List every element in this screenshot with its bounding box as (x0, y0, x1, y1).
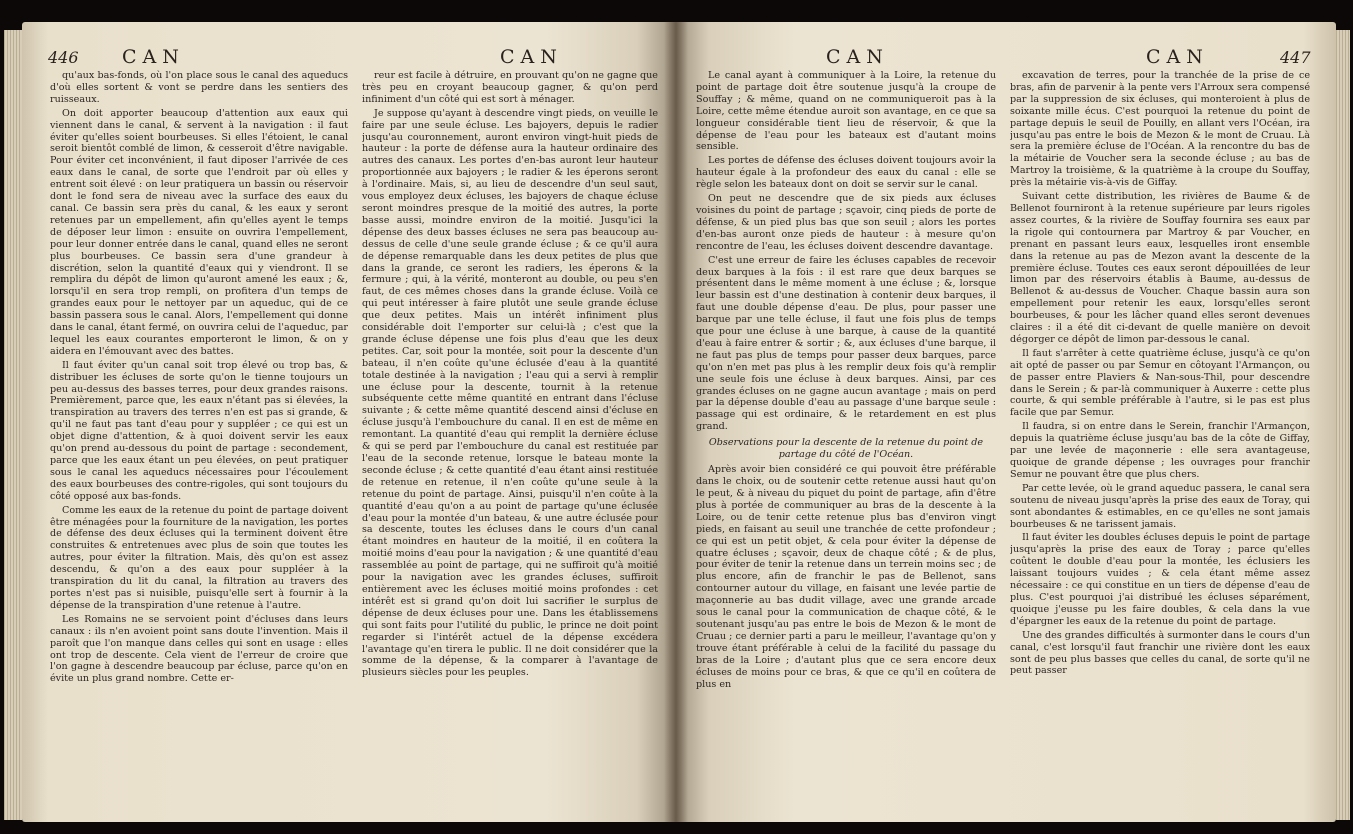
left-page-column-1 (50, 70, 348, 815)
page-number-right: 447 (1280, 48, 1311, 67)
page-stack-right (1336, 30, 1350, 820)
section-heading: Observations pour la descente de la retenue du point de partage du côté de l'Océan. (708, 437, 984, 460)
paragraph: Il faut éviter qu'un canal soit trop élevé ou trop bas, & distribuer les écluses de sorte qu'on le tienne toujours un peu au-dessus des basses terres, pour deux grandes raisons. Premièrement, parce que, les eaux n'étant pas si élevées, la transpiration au travers des terres n'en est pas si grande, & qu'il ne faut pas tant d'eau pour y suppléer ; ce qui est un objet digne d'attention, & à quoi doivent servir les eaux qu'on prend au-dessous du point de partage : secondement, parce que les eaux étant un peu élevées, on peut pratiquer sous le canal les aqueducs nécessaires pour l'écoulement des eaux bourbeuses des contre-rigoles, qui sont toujours du côté opposé aux bas-fonds. (50, 359, 348, 502)
paragraph: Il faudra, si on entre dans le Serein, franchir l'Armançon, depuis la quatrième écluse jusqu'au bas de la côte de Giffay, par une levée de maçonnerie : elle sera avantageuse, quoique de grande dépense ; les ouvrages pour franchir Semur ne pouvant être que plus chers. (1010, 421, 1310, 480)
running-head-left-col2: CAN (500, 46, 563, 68)
paragraph: Les portes de défense des écluses doivent toujours avoir la hauteur égale à la profondeur des eaux du canal : elle se règle selon les bateaux dont on doit se servir sur le canal. (696, 155, 996, 191)
right-page-column-2 (1010, 70, 1310, 815)
book-gutter (664, 22, 688, 822)
paragraph: Il faut s'arrêter à cette quatrième écluse, jusqu'à ce qu'on ait opté de passer ou par Semur en côtoyant l'Armançon, ou de passer entre Plaviers & Nan-sous-Thil, pour descendre dans le Serein ; & par-là communiquer à Auxerre : cette plus courte, & qui semble préférable à l'autre, si le pas est plus facile que par Semur. (1010, 347, 1310, 419)
paragraph: excavation de terres, pour la tranchée de la prise de ce bras, afin de parvenir à la pente vers l'Arroux sera compensé par la suppression de six écluses, qui monteroient à plus de soixante mille écus. C'est pourquoi la retenue du point de partage depuis le seuil de Pouilly, en allant vers l'Océan, ira jusqu'au pas entre le bois de Mezon & le mont de Cruau. Là sera la première écluse de l'Océan. A la rencontre du bas de la métairie de Voucher sera la seconde écluse ; au bas de Martroy la troisième, & la quatrième à la croupe du Souffay, près la métairie vis-à-vis de Giffay. (1010, 70, 1310, 189)
left-page-column-2 (362, 70, 658, 815)
page-number-left: 446 (48, 48, 79, 67)
page-stack-left (4, 30, 22, 820)
running-head-left-col1: CAN (122, 46, 185, 68)
paragraph: Par cette levée, où le grand aqueduc passera, le canal sera soutenu de niveau jusqu'après la prise des eaux de Toray, qui sont abondantes & estimables, en ce qu'elles ne sont jamais bourbeuses & ne tarissent jamais. (1010, 482, 1310, 530)
paragraph: qu'aux bas-fonds, où l'on place sous le canal des aqueducs d'où elles sortent & vont se perdre dans les sentiers des ruisseaux. (50, 70, 348, 105)
running-head-right-col2: CAN (1146, 46, 1209, 68)
left-page (22, 22, 676, 822)
paragraph: C'est une erreur de faire les écluses capables de recevoir deux barques à la fois : il est rare que deux barques se présentent dans le même moment à une écluse ; &, lorsque leur bassin est d'une destination à contenir deux barques, il faut une double dépense d'eau. De plus, pour passer une barque par une telle écluse, il faut une fois plus de temps que pour une écluse à une barque, à cause de la quantité d'eau à faire entrer & sortir ; &, aux écluses d'une barque, il ne faut pas plus de temps pour passer deux barques, parce qu'on n'en met pas plus à les remplir deux fois qu'à remplir une seule fois une écluse à deux barques. Ainsi, par ces grandes écluses on ne gagne aucun avantage ; mais on perd par la dépense double d'eau au passage d'une barque seule : passage qui est ordinaire, & le retardement en est plus grand. (696, 254, 996, 433)
right-page (676, 22, 1336, 822)
paragraph: reur est facile à détruire, en prouvant qu'on ne gagne que très peu en croyant beaucoup gagner, & qu'on perd infiniment d'un côté qui est sort à ménager. (362, 70, 658, 105)
paragraph: On peut ne descendre que de six pieds aux écluses voisines du point de partage ; sçavoir, cinq pieds de porte de défense, & un pied plus bas que son seuil ; alors les portes d'en-bas auront onze pieds de hauteur : à mesure qu'on rencontre de l'eau, les écluses doivent descendre davantage. (696, 193, 996, 252)
paragraph: Les Romains ne se servoient point d'écluses dans leurs canaux : ils n'en avoient point sans doute l'invention. Mais il paroît que l'on manque dans celles qui sont en usage : elles ont trop de descente. Cela vient de l'erreur de croire que l'on gagne à descendre beaucoup par écluse, parce qu'on en évite un plus grand nombre. Cette er- (50, 613, 348, 685)
paragraph: Comme les eaux de la retenue du point de partage doivent être ménagées pour la fourniture de la navigation, les portes de défense des deux écluses qui la terminent doivent être construites & entretenues avec plus de soin que toutes les autres, pour éviter la filtration. Mais, dès qu'on est assez descendu, & qu'on a des eaux pour suppléer à la transpiration du lit du canal, la filtration au travers des portes n'est pas si nuisible, puisqu'elle sert à fournir à la dépense de la transpiration d'une retenue à l'autre. (50, 504, 348, 611)
paragraph: Une des grandes difficultés à surmonter dans le cours d'un canal, c'est lorsqu'il faut franchir une rivière dont les eaux sont de peu plus basses que celles du canal, de sorte qu'il ne peut passer (1010, 629, 1310, 677)
paragraph: On doit apporter beaucoup d'attention aux eaux qui viennent dans le canal, & servent à la navigation : il faut éviter qu'elles soient bourbeuses. Si elles l'étoient, le canal seroit bientôt comblé de limon, & cesseroit d'être navigable. Pour éviter cet inconvénient, il faut diposer l'arrivée de ces eaux dans le canal, de sorte que l'endroit par où elles y entrent soit élevé : on leur pratiquera un bassin ou réservoir dont le fond sera de niveau avec la surface des eaux du canal. Ce bassin sera près du canal, & les eaux y seront retenues par un empellement, afin qu'elles ayent le temps de déposer leur limon : ensuite on ouvrira l'empellement, pour leur donner entrée dans le canal, quand elles ne seront plus bourbeuses. Ce bassin sera d'une grandeur à discrétion, selon la quantité d'eaux qui y viendront. Il se remplira du dépôt de limon qu'auront amené les eaux ; &, lorsqu'il en sera trop rempli, on profitera d'un temps de grandes eaux pour le nettoyer par un aqueduc, qui de ce bassin passera sous le canal. Alors, l'empellement qui donne dans le canal, étant fermé, on ouvrira celui de l'aqueduc, par lequel les eaux courantes emporteront le limon, & on y aidera en l'émouvant avec des battes. (50, 107, 348, 357)
paragraph: Suivant cette distribution, les rivières de Baume & de Bellenot fourniront à la retenue supérieure par leurs rigoles assez courtes, & la rivière de Souffay fournira ses eaux par la rigole qui contournera par Martroy & par Voucher, en prenant en passant leurs eaux, lesquelles iront ensemble dans la retenue au pas de Mezon avant la descente de la première écluse. Toutes ces eaux seront dépouillées de leur limon par des réservoirs établis à Baume, au-dessus de Bellenot & au-dessus de Voucher. Chaque bassin aura son empellement pour retenir les eaux, lorsqu'elles seront bourbeuses, & pour les lâcher quand elles seront devenues claires : il a été dit ci-devant de quelle manière on devoit dégorger ce dépôt de limon par-dessous le canal. (1010, 191, 1310, 345)
running-head-right-col1: CAN (826, 46, 889, 68)
paragraph: Le canal ayant à communiquer à la Loire, la retenue du point de partage doit être soutenue jusqu'à la croupe de Souffay ; & même, quand on ne communiqueroit pas à la Loire, cette même étendue auroit son avantage, en ce que sa longueur considérable tient lieu de réservoir, & que la dépense de l'eau pour les bateaux est d'autant moins sensible. (696, 70, 996, 153)
paragraph: Après avoir bien considéré ce qui pouvoit être préférable dans le choix, ou de soutenir cette retenue aussi haut qu'on le peut, & à niveau du piquet du point de partage, afin d'être plus à portée de communiquer au bras de la descente à la Loire, ou de tenir cette retenue plus bas d'environ vingt pieds, en faisant au seuil une tranchée de cette profondeur ; ce qui est un petit objet, & cela pour éviter la dépense de quatre écluses ; sçavoir, deux de chaque côté ; & de plus, pour éviter de tenir la retenue dans un terrein moins sec ; de plus encore, afin de franchir le pas de Bellenot, sans contourner autour du village, en faisant une levée partie de maçonnerie au bas dudit village, avec une grande arcade sous le canal pour la communication de chaque côté, & le soutenant jusqu'au pas entre le bois de Mezon & le mont de Cruau ; ce dernier parti a paru le meilleur, l'avantage qu'on y trouve étant préférable à celui de la facilité du passage du bras de la Loire ; d'autant plus que ce sera encore deux écluses de moins pour ce bras, & que ce qu'il en coûtera de plus en (696, 464, 996, 690)
right-page-column-1 (696, 70, 996, 815)
paragraph: Je suppose qu'ayant à descendre vingt pieds, on veuille le faire par une seule écluse. Les bajoyers, depuis le radier jusqu'au couronnement, auront environ vingt-huit pieds de hauteur : la porte de défense aura la hauteur ordinaire des autres des canaux. Les portes d'en-bas auront leur hauteur proportionnée aux bajoyers ; le radier & les éperons seront à l'ordinaire. Mais, si, au lieu de descendre d'un seul saut, vous employez deux écluses, les bajoyers de chaque écluse seront moindres presque de la moitié des autres, la porte basse aussi, moindre environ de la moitié. Jusqu'ici la dépense des deux basses écluses ne sera pas beaucoup au-dessus de celle d'une seule grande écluse ; & ce qu'il aura de dépense remarquable dans les deux petites de plus que dans la grande, ce seront les radiers, les éperons & la fermure ; qui, à la vérité, monteront au double, ou peu s'en faut, de ces mêmes choses dans la grande écluse. Voilà ce qui peut intéresser à faire plutôt une seule grande écluse que deux petites. Mais un intérêt infiniment plus considérable doit l'emporter sur celui-là ; c'est que la grande écluse dépense une fois plus d'eau que les deux petites. Car, soit pour la montée, soit pour la descente d'un bateau, il n'en coûte qu'une éclusée d'eau à la quantité totale destinée à la navigation ; l'eau qui a servi à remplir une écluse pour la descente, tournit à la retenue subséquente cette même quantité en entrant dans l'écluse suivante ; & cette même quantité descend ainsi d'écluse en écluse jusqu'à l'embouchure du canal. Il en est de même en remontant. La quantité d'eau qui remplit la dernière écluse & qui se perd par l'embouchure du canal est restituée par l'eau de la seconde retenue, lorsque le bateau monte la seconde écluse ; & cette quantité d'eau étant ainsi restituée de retenue en retenue, il n'en coûte qu'une seule à la retenue du point de partage. Ainsi, puisqu'il n'en coûte à la quantité d'eau qu'on a au point de partage qu'une éclusée d'eau pour la montée d'un bateau, & une autre éclusée pour sa descente, toutes les écluses dans le cours d'un canal étant moindres en hauteur de la moitié, il en coûtera la moitié moins d'eau pour la navigation ; & une quantité d'eau rassemblée au point de partage, qui ne suffiroit qu'à moitié pour la navigation avec les grandes écluses, suffiroit entièrement avec les écluses moitié moins profondes : cet intérêt est si grand qu'on doit lui sacrifier le surplus de dépense de deux écluses pour une. Dans les établissemens qui sont faits pour l'utilité du public, le prince ne doit point regarder si l'intérêt actuel de la dépense excédera l'avantage qu'en tirera le public. Il ne doit considérer que la somme de la dépense, & la comparer à l'avantage de plusieurs siècles pour les peuples. (362, 107, 658, 679)
paragraph: Il faut éviter les doubles écluses depuis le point de partage jusqu'après la prise des eaux de Toray ; parce qu'elles coûtent le double d'eau pour la montée, les éclusiers les laissant toujours vuides ; & cela étant même assez nécessaire : ce qui constitue en un tiers de dépense d'eau de plus. C'est pourquoi j'ai distribué les écluses séparément, quoique j'eusse pu les faire doubles, & cela dans la vue d'épargner les eaux de la retenue du point de partage. (1010, 532, 1310, 627)
